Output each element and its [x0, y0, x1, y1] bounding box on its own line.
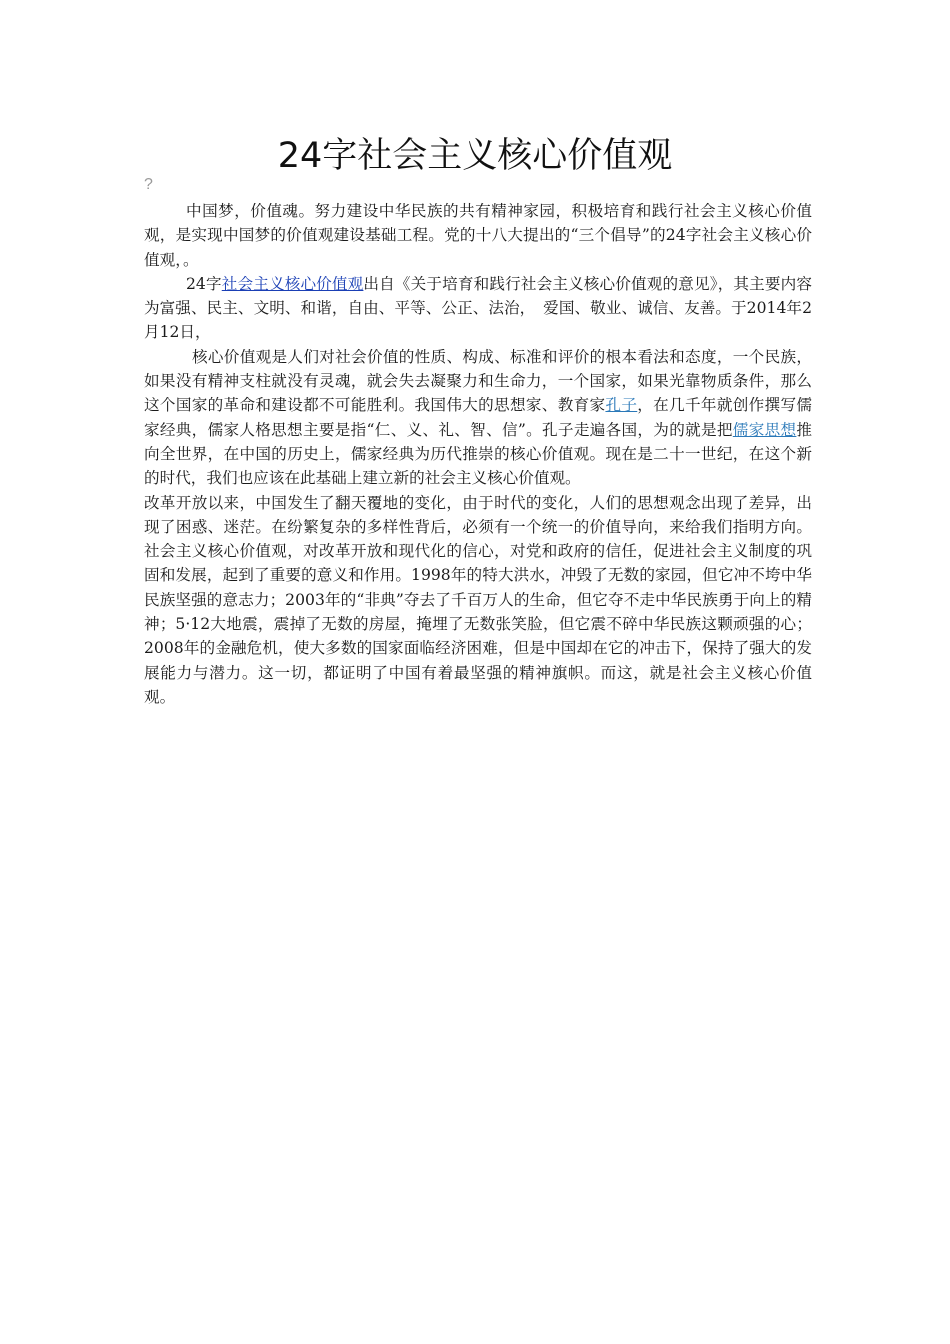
missing-image-placeholder: ?	[144, 176, 153, 193]
paragraph-values-rest: 出自《关于培育和践行社会主义核心价值观的意见》，其主要内容为富强、民主、文明、和谐，自由、平等、公正、法治， 爱国、敬业、诚信、友善。于2014年2月12日，	[144, 274, 812, 342]
document-body	[144, 199, 812, 709]
paragraph-confucius-part2: ，在几千年就创作撰写儒家经典，儒家人格思想主要是指“仁、义、礼、智、信”。孔子走遍各国，为的就是把	[144, 396, 812, 439]
paragraph-values	[144, 272, 812, 345]
paragraph-values-lead: 24字	[186, 274, 222, 293]
paragraph-confucius-part1: 核心价值观是人们对社会价值的性质、构成、标准和评价的根本看法和态度，一个民族，如果没有精神支柱就没有灵魂，就会失去凝聚力和生命力，一个国家，如果光靠物质条件，那么这个国家的革命和建设都不可能胜利。我国伟大的思想家、教育家	[144, 347, 812, 415]
paragraph-confucius	[144, 345, 812, 491]
paragraph-intro: 中国梦，价值魂。努力建设中华民族的共有精神家园，积极培育和践行社会主义核心价值观，是实现中国梦的价值观建设基础工程。党的十八大提出的“三个倡导”的24字社会主义核心价值观，。	[144, 202, 812, 269]
link-confucius[interactable]: 孔子	[605, 396, 638, 415]
link-core-values[interactable]: 社会主义核心价值观	[221, 274, 364, 293]
document-title: 24字社会主义核心价值观	[277, 136, 673, 176]
link-confucianism[interactable]: 儒家思想	[732, 420, 797, 439]
paragraph-confucius-part3: 推向全世界，在中国的历史上，儒家经典为历代推崇的核心价值观。现在是二十一世纪，在这个新的时代，我们也应该在此基础上建立新的社会主义核心价值观。	[144, 420, 812, 488]
paragraph-reform: 改革开放以来，中国发生了翻天覆地的变化，由于时代的变化，人们的思想观念出现了差异，出现了困惑、迷茫。在纷繁复杂的多样性背后，必须有一个统一的价值导向，来给我们指明方向。社会主义核心价值观，对改革开放和现代化的信心，对党和政府的信任，促进社会主义制度的巩固和发展，起到了重要的意义和作用。1998年的特大洪水，冲毁了无数的家园，但它冲不垮中华民族坚强的意志力；2003年的“非典”夺去了千百万人的生命，但它夺不走中华民族勇于向上的精神；5·12大地震，震掉了无数的房屋，掩埋了无数张笑脸，但它震不碎中华民族这颗顽强的心；2008年的金融危机，使大多数的国家面临经济困难，但是中国却在它的冲击下，保持了强大的发展能力与潜力。这一切，都证明了中国有着最坚强的精神旗帜。而这，就是社会主义核心价值观。	[144, 493, 812, 706]
